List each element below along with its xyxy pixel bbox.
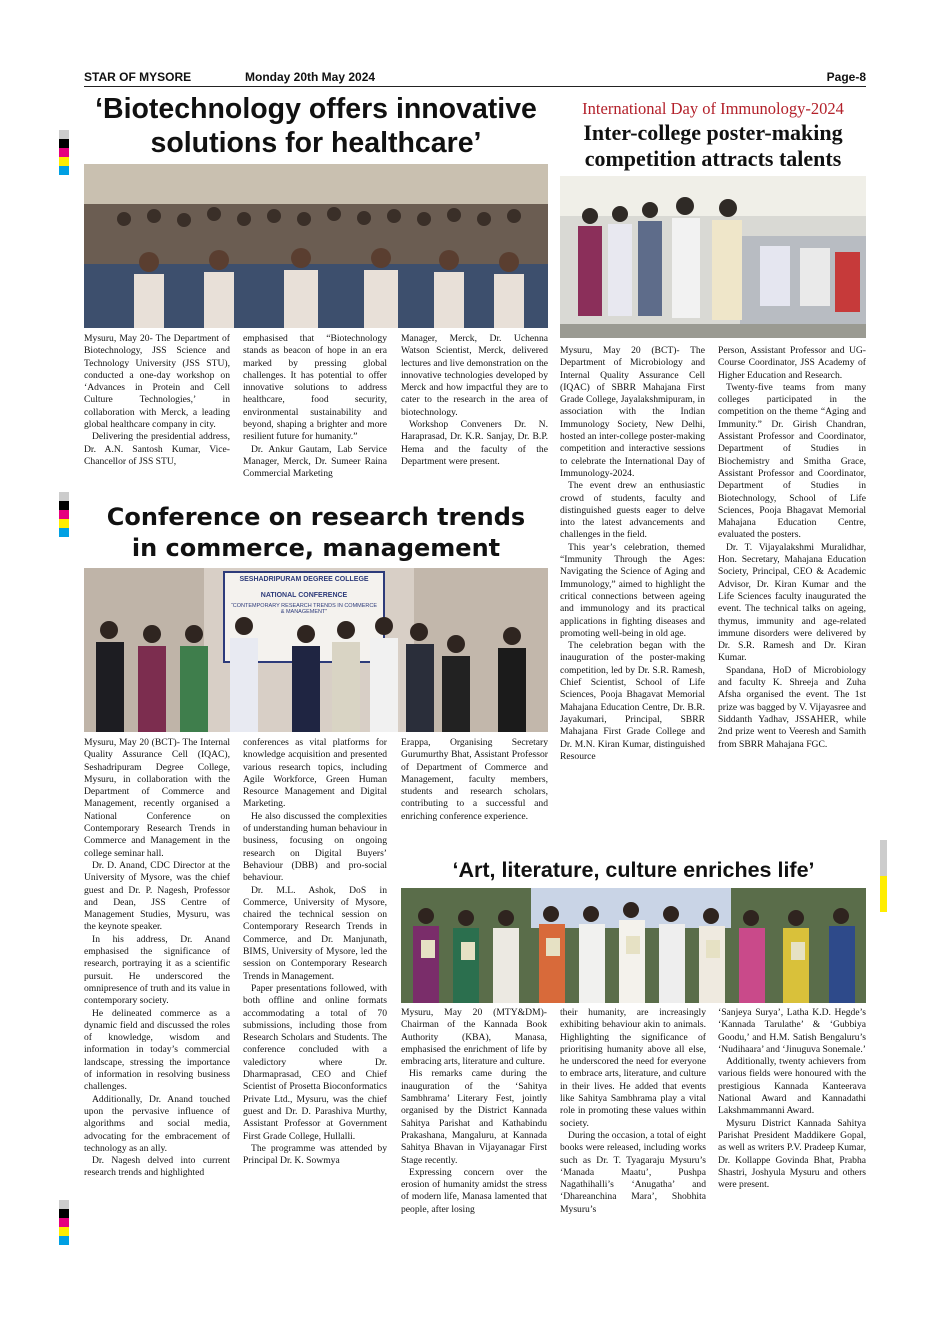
story2-headline: Inter-college poster-making competition attracts talents xyxy=(583,120,843,171)
masthead-rule xyxy=(84,86,866,87)
registration-bar-bottom xyxy=(59,1200,69,1245)
story3-column-1: Mysuru, May 20 (BCT)- The Internal Quality Assurance Cell (IQAC), Seshadripuram Degree College, Mysuru, in collaboration with the Department of Commerce and Management, recently organised a National Conference on Contemporary Research Trends in Commerce and Management in the college seminar hall. Dr. D. Anand, CDC Director at the University of Mysore, was the chief guest and Dr. P. Nagesh, Professor and Dean, JSS Centre of Management Studies, Mysuru, was the keynote speaker. In his address, Dr. Anand emphasised the significance of research, portraying it as a scientific pursuit. He underscored the omnipresence of truth and its value in contemporary society. He delineated commerce as a dynamic field and discussed the roles of knowledge, wisdom and information in today’s commercial landscape, stressing the importance of information in resolving business challenges. Additionally, Dr. Anand touched upon the pervasive influence of algorithms and social media, advocating for the embracement of technology as an ally. Dr. Nagesh delved into current research trends and highlighted xyxy=(84,737,230,1179)
story4-headline: ‘Art, literature, culture enriches life’ xyxy=(452,858,815,882)
story2-column-2: Person, Assistant Professor and UG-Course Coordinator, JSS Academy of Higher Education and Research. Twenty-five teams from many colleges participated in the competition on the theme “Aging and Immunity.” Dr. Girish Chandran, Assistant Professor and Coordinator, Department of Studies in Biochemistry and Smitha Grace, Assistant Professor and Coordinator, Department of Studies in Biotechnology, School of Life Sciences, Pooja Bhagavat Memorial Mahajana Education Centre, evaluated the posters. Dr. T. Vijayalakshmi Muralidhar, Hon. Secretary, Mahajana Education Society, Principal, CEO & Academic Advisor, Dr. Kiran Kumar and the Life Sciences faculty inaugurated the event. The technical talks on ageing, thymus, immunity and age-related immune disorders were delivered by Dr. S.R. Ramesh and Dr. Kiran Kumar. Spandana, HoD of Microbiology and faculty K. Shreeja and Zuha Afsha organised the event. The 1st prize was bagged by V. Vijayasree and Siddanth Yadhav, JSSAHER, while 2nd prize went to Veeresh and Samith from SBRR Mahajana FGC. xyxy=(718,345,866,750)
story3-headline: Conference on research trends in commerce, management xyxy=(106,503,526,562)
registration-bar-right xyxy=(880,840,887,912)
story4-column-3: ‘Sanjeya Surya’, Latha K.D. Hegde’s ‘Kannada Tarulathe’ & ‘Gubbiya Goodu,’ and H.M. Satish Bengaluru’s ‘Nudihaara’ and ‘Jinuguva Sonemale.’ Additionally, twenty achievers from various fields were honoured with the prestigious Kannada Kanteerava National Award and Kannadathi Lakshmammanni Award. Mysuru District Kannada Sahitya Parishat President Maddikere Gopal, as well as writers P.V. Pradeep Kumar, Dr. Kollappe Govinda Bhat, Prabha Shastri, Joshyula Mysuru and others were present. xyxy=(718,1007,866,1191)
story2-column-1: Mysuru, May 20 (BCT)- The Department of Microbiology and Internal Quality Assurance Cell (IQAC) of SBRR Mahajana First Grade College, Jayalakshmipuram, in association with the Indian Immunology Society, New Delhi, hosted an inter-college poster-making competition and interactive sessions to celebrate the International Day of Immunology-2024. The event drew an enthusiastic crowd of students, faculty and distinguished guests eager to delve into the latest advancements and challenges in the field. This year’s celebration, themed “Immunity Through the Ages: Navigating the Science of Aging and Immunology,” aimed to highlight the critical connections between ageing and immunology and its practical applications in fighting diseases and promoting well-being in old age. The celebration began with the inauguration of the poster-making competition, led by Dr. S.R. Ramesh, Chief Scientist, School of Life Sciences, Pooja Bhagavat Memorial Mahajana Education Centre, Dr. B.R. Jayakumari, Principal, SBRR Mahajana First Grade College and Dr. M.N. Kiran Kumar, distinguished Resource xyxy=(560,345,705,762)
story2-kicker: International Day of Immunology-2024 xyxy=(582,99,844,118)
conference-banner-subtitle: NATIONAL CONFERENCE xyxy=(260,592,348,599)
literary-fest-photo xyxy=(401,888,866,1003)
story3-column-3: Erappa, Organising Secretary Gurumurthy Bhat, Assistant Professor of Department of Commerce and Management, faculty members, students and research scholars, contributing to a successful and enriching conference experience. xyxy=(401,737,548,822)
conference-banner-theme: “CONTEMPORARY RESEARCH TRENDS IN COMMERCE & MANAGEMENT” xyxy=(230,603,378,615)
registration-bar-middle xyxy=(59,492,69,537)
registration-bar-top xyxy=(59,130,69,175)
page-number: Page-8 xyxy=(826,70,866,84)
conference-photo xyxy=(84,568,548,732)
workshop-group-photo xyxy=(84,164,548,328)
conference-banner-title: SESHADRIPURAM DEGREE COLLEGE xyxy=(239,576,369,583)
story4-column-1: Mysuru, May 20 (MTY&DM)- Chairman of the Kannada Book Authority (KBA), Manasa, emphasised the enrichment of life by embracing arts, literature and culture. His remarks came during the inauguration of the ‘Sahitya Sambhrama’ Literary Fest, jointly organised by the District Kannada Sahitya Parishat and Kathabindu Prakashana, Mangaluru, at Kannada Sahitya Bhavan in Vijayanagar First Stage recently. Expressing concern over the erosion of humanity amidst the stress of modern life, Manasa lamented that people, after losing xyxy=(401,1007,547,1215)
story1-headline: ‘Biotechnology offers innovative solutions for healthcare’ xyxy=(95,93,537,159)
story4-column-2: their humanity, are increasingly exhibiting behaviour akin to animals. Highlighting the significance of prioritising humanity above all else, he underscored the need for everyone to embrace arts, literature, and culture in their lives. He added that events like Sahitya Sambhrama play a vital role in promoting these values within society. During the occasion, a total of eight books were released, including works such as Dr. T. Tyagaraju Mysuru’s ‘Manada Maatu’, Pushpa Nagathihalli’s ‘Anugatha’ and ‘Dhareanchina Mara’, Shobhita Mysuru’s xyxy=(560,1007,706,1215)
story1-column-1: Mysuru, May 20- The Department of Biotechnology, JSS Science and Technology University (JSS STU), conducted a one-day workshop on ‘Advances in Protein and Cell Culture Technologies,’ in collaboration with Merck, a leading global healthcare company in city. Delivering the presidential address, Dr. A.N. Santosh Kumar, Vice-Chancellor of JSS STU, xyxy=(84,333,230,467)
story3-column-2: conferences as vital platforms for knowledge acquisition and presented various research topics, including Agile Workforce, Green Human Resource Management and Digital Marketing. He also discussed the complexities of understanding human behaviour in business, focusing on ongoing research on Digital Buyers’ Behaviour (DBB) and pro-social behaviour. Dr. M.L. Ashok, DoS in Commerce, University of Mysore, chaired the technical session on Contemporary Research Trends in Commerce, and Dr. Manjunath, BIMS, University of Mysore, led the session on Contemporary Research Trends in Management. Paper presentations followed, with both offline and online formats accommodating a total of 70 submissions, including those from Research Scholars and Students. The conference concluded with a valedictory where Dr. Dharmaprasad, CEO and Chief Scientist of Prosetta Bioconformatics Private Ltd., Mysuru, was the chief guest and Dr. D. Parashiva Murthy, Assistant Professor at Government First Grade College, Hullalli. The programme was attended by Principal Dr. K. Sowmya xyxy=(243,737,387,1167)
paper-name: STAR OF MYSORE xyxy=(84,70,192,84)
poster-competition-photo xyxy=(560,176,866,338)
story1-column-3: Manager, Merck, Dr. Uchenna Watson Scientist, Merck, delivered lectures and live demonstration on the innovative technologies developed by Merck and how impactful they are to cater to the research in the area of biotechnology. Workshop Conveners Dr. N. Haraprasad, Dr. K.R. Sanjay, Dr. B.P. Hema and the faculty of the Department were present. xyxy=(401,333,548,467)
masthead xyxy=(84,70,866,85)
issue-date: Monday 20th May 2024 xyxy=(245,70,376,84)
story1-column-2: emphasised that “Biotechnology stands as beacon of hope in an era marked by pressing global challenges. It has potential to offer innovative solutions to address healthcare, food security, environmental sustainability and beyond, shaping a brighter and more resilient future for humanity.” Dr. Ankur Gautam, Lab Service Manager, Merck, Dr. Sumeer Raina Commercial Marketing xyxy=(243,333,387,480)
